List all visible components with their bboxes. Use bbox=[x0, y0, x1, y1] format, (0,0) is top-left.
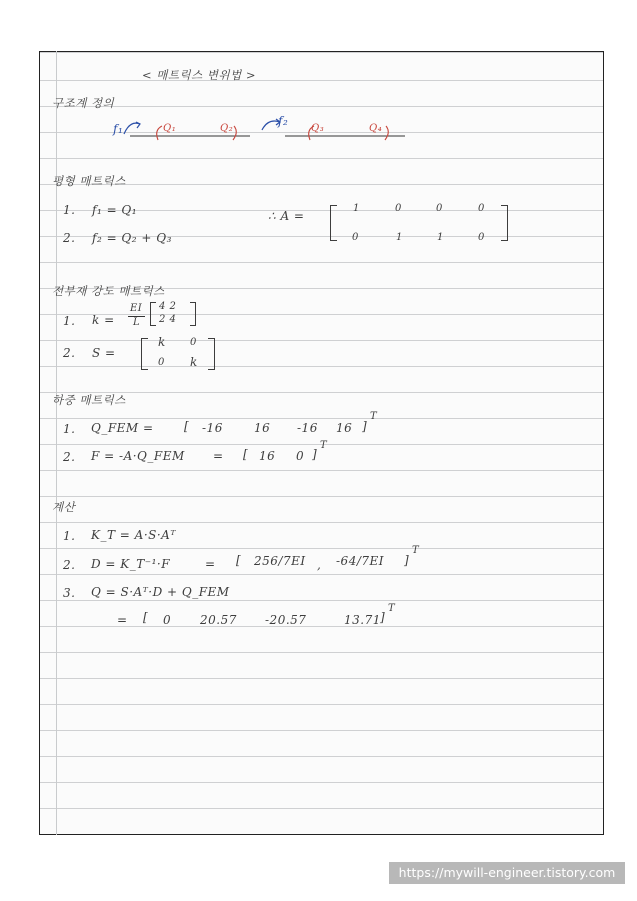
matrix-k-bracket-left bbox=[150, 302, 156, 326]
q2-arrow-icon bbox=[233, 126, 236, 140]
qfem-value: 16 bbox=[254, 421, 271, 435]
matrix-a-cell: 0 bbox=[352, 232, 359, 243]
kt-equation: K_T = A·S·Aᵀ bbox=[91, 528, 176, 542]
vector-bracket-close: ] bbox=[404, 553, 410, 567]
matrix-k-row: 2 4 bbox=[159, 314, 177, 325]
qfem-value: -16 bbox=[297, 421, 318, 435]
vector-bracket-open: [ bbox=[236, 553, 242, 567]
equals-sign: = bbox=[213, 449, 224, 463]
f1-arrow-icon bbox=[124, 123, 140, 134]
qfem-value: -16 bbox=[202, 421, 223, 435]
f-label: F = -A·Q_FEM bbox=[91, 449, 185, 463]
label-q4: Q₄ bbox=[369, 123, 383, 134]
section-heading-equilibrium: 평형 매트릭스 bbox=[52, 174, 126, 188]
q4-arrow-icon bbox=[385, 126, 388, 140]
item-number: 1. bbox=[63, 314, 76, 328]
item-number: 3. bbox=[63, 586, 76, 600]
matrix-s-bracket-right bbox=[208, 338, 215, 370]
transpose-mark: T bbox=[388, 603, 396, 614]
matrix-a-cell: 0 bbox=[436, 203, 443, 214]
f-value: 16 bbox=[259, 449, 276, 463]
label-f2: f₂ bbox=[278, 114, 289, 128]
q-label: Q = S·Aᵀ·D + Q_FEM bbox=[91, 585, 230, 599]
matrix-s-cell: 0 bbox=[158, 357, 165, 368]
matrix-s-cell: k bbox=[158, 335, 166, 349]
item-number: 2. bbox=[63, 450, 76, 464]
s-label: S = bbox=[92, 346, 116, 360]
qfem-label: Q_FEM = bbox=[91, 421, 154, 435]
q1-arrow-icon bbox=[157, 126, 162, 140]
q-value: 20.57 bbox=[200, 613, 237, 627]
page-title: < 매트릭스 변위법 > bbox=[142, 68, 257, 82]
vector-bracket-close: ] bbox=[380, 610, 386, 624]
transpose-mark: T bbox=[412, 545, 420, 556]
k-factor-denominator: L bbox=[133, 317, 141, 328]
vector-bracket-open: [ bbox=[184, 419, 190, 433]
vector-bracket-open: [ bbox=[243, 447, 249, 461]
label-f1: f₁ bbox=[113, 122, 124, 136]
k-factor-numerator: EI bbox=[130, 303, 143, 314]
matrix-a-cell: 1 bbox=[437, 232, 444, 243]
matrix-a-cell: 0 bbox=[395, 203, 402, 214]
matrix-a-bracket-left bbox=[330, 205, 337, 241]
matrix-a-cell: 0 bbox=[478, 232, 485, 243]
equation-f2: f₂ = Q₂ + Q₃ bbox=[92, 231, 172, 245]
d-value: -64/7EI bbox=[336, 554, 385, 568]
d-label: D = K_T⁻¹·F bbox=[91, 557, 171, 571]
watermark-url: https://mywill-engineer.tistory.com bbox=[389, 862, 625, 884]
label-q1: Q₁ bbox=[163, 123, 177, 134]
vector-bracket-close: ] bbox=[362, 419, 368, 433]
label-q2: Q₂ bbox=[220, 123, 234, 134]
vector-bracket-close: ] bbox=[312, 447, 318, 461]
transpose-mark: T bbox=[320, 440, 328, 451]
section-heading-structure: 구조계 정의 bbox=[52, 96, 115, 110]
matrix-a-label: ∴ A = bbox=[268, 209, 305, 223]
section-heading-calculation: 계산 bbox=[52, 500, 76, 514]
item-number: 2. bbox=[63, 231, 76, 245]
qfem-value: 16 bbox=[336, 421, 353, 435]
item-number: 1. bbox=[63, 203, 76, 217]
matrix-s-cell: 0 bbox=[190, 337, 197, 348]
matrix-k-bracket-right bbox=[190, 302, 196, 326]
q-value: 0 bbox=[163, 613, 172, 627]
item-number: 2. bbox=[63, 558, 76, 572]
d-value: 256/7EI bbox=[254, 554, 306, 568]
margin-line bbox=[56, 51, 57, 835]
matrix-s-cell: k bbox=[190, 355, 198, 369]
matrix-a-bracket-right bbox=[501, 205, 508, 241]
item-number: 2. bbox=[63, 346, 76, 360]
section-heading-load: 하중 매트릭스 bbox=[52, 393, 126, 407]
matrix-a-cell: 1 bbox=[396, 232, 403, 243]
matrix-a-cell: 1 bbox=[353, 203, 360, 214]
item-number: 1. bbox=[63, 529, 76, 543]
q-value: -20.57 bbox=[265, 613, 307, 627]
separator: , bbox=[317, 558, 322, 572]
equals-sign: = bbox=[205, 557, 216, 571]
q-value: 13.71 bbox=[344, 613, 381, 627]
equals-sign: = bbox=[117, 613, 128, 627]
equation-f1: f₁ = Q₁ bbox=[92, 203, 138, 217]
k-label: k = bbox=[92, 313, 115, 327]
vector-bracket-open: [ bbox=[143, 610, 149, 624]
matrix-a-cell: 0 bbox=[478, 203, 485, 214]
item-number: 1. bbox=[63, 422, 76, 436]
section-heading-stiffness: 전부재 강도 매트릭스 bbox=[52, 284, 165, 298]
matrix-k-row: 4 2 bbox=[159, 301, 177, 312]
matrix-s-bracket-left bbox=[141, 338, 148, 370]
f-value: 0 bbox=[296, 449, 305, 463]
transpose-mark: T bbox=[370, 411, 378, 422]
label-q3: Q₃ bbox=[311, 123, 325, 134]
